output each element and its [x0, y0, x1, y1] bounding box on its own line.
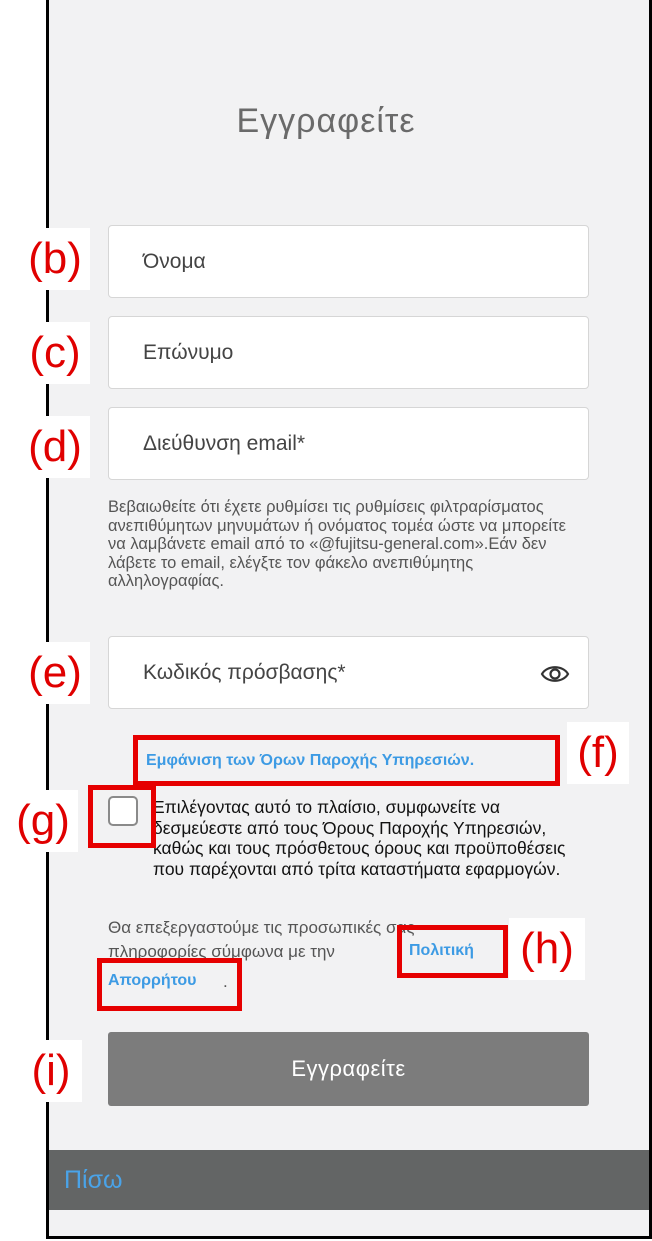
- email-hint: Βεβαιωθείτε ότι έχετε ρυθμίσει τις ρυθμίσεις φιλτραρίσματος ανεπιθύμητων μηνυμάτων ή ονόματος τομέα ώστε να μπορείτε να λαμβάνετε email από το «@fujitsu-general.com».Εάν δεν λάβετε το email, ελέγξτε τον φάκελο ανεπιθύμητης αλληλογραφίας.: [108, 498, 566, 590]
- password-placeholder: Κωδικός πρόσβασης*: [143, 660, 346, 684]
- annotation-b: (b): [20, 228, 90, 290]
- highlight-box-h1: [397, 925, 508, 978]
- password-field[interactable]: [108, 636, 589, 709]
- footer-bar: [49, 1150, 649, 1210]
- annotation-d: (d): [20, 416, 90, 478]
- eye-icon[interactable]: [540, 659, 570, 689]
- first-name-field[interactable]: [108, 225, 589, 298]
- highlight-box-f: [133, 735, 560, 786]
- privacy-text: Θα επεξεργαστούμε τις προσωπικές σας πληροφορίες σύμφωνα με την: [108, 918, 415, 961]
- agree-text: Επιλέγοντας αυτό το πλαίσιο, συμφωνείτε να δεσμεύεστε από τους Όρους Παροχής Υπηρεσιών, καθώς και τους πρόσθετους όρους και προϋποθέσεις που παρέχονται από τρίτα καταστήματα εφαρμογών.: [153, 797, 566, 879]
- privacy-policy-link-part1[interactable]: Πολιτική: [409, 942, 474, 959]
- annotation-h: (h): [509, 918, 585, 980]
- register-button-label: Εγγραφείτε: [291, 1056, 406, 1081]
- email-field[interactable]: [108, 407, 589, 480]
- back-button[interactable]: Πίσω: [64, 1165, 123, 1194]
- highlight-box-h2: [97, 958, 242, 1011]
- annotation-c: (c): [20, 322, 90, 384]
- first-name-placeholder: Όνομα: [143, 249, 206, 273]
- terms-of-service-link[interactable]: Εμφάνιση των Όρων Παροχής Υπηρεσιών.: [146, 752, 475, 769]
- annotation-i: (i): [20, 1040, 82, 1102]
- privacy-period: .: [223, 972, 228, 991]
- annotation-f: (f): [567, 722, 629, 784]
- email-placeholder: Διεύθυνση email*: [143, 431, 306, 455]
- annotation-e: (e): [20, 642, 90, 704]
- last-name-field[interactable]: [108, 316, 589, 389]
- annotation-g: (g): [8, 790, 78, 852]
- register-button[interactable]: [108, 1032, 589, 1106]
- privacy-policy-link-part2[interactable]: Απορρήτου: [108, 972, 197, 989]
- page-title: Εγγραφείτε: [236, 102, 416, 140]
- last-name-placeholder: Επώνυμο: [143, 340, 234, 364]
- highlight-box-g: [88, 785, 156, 848]
